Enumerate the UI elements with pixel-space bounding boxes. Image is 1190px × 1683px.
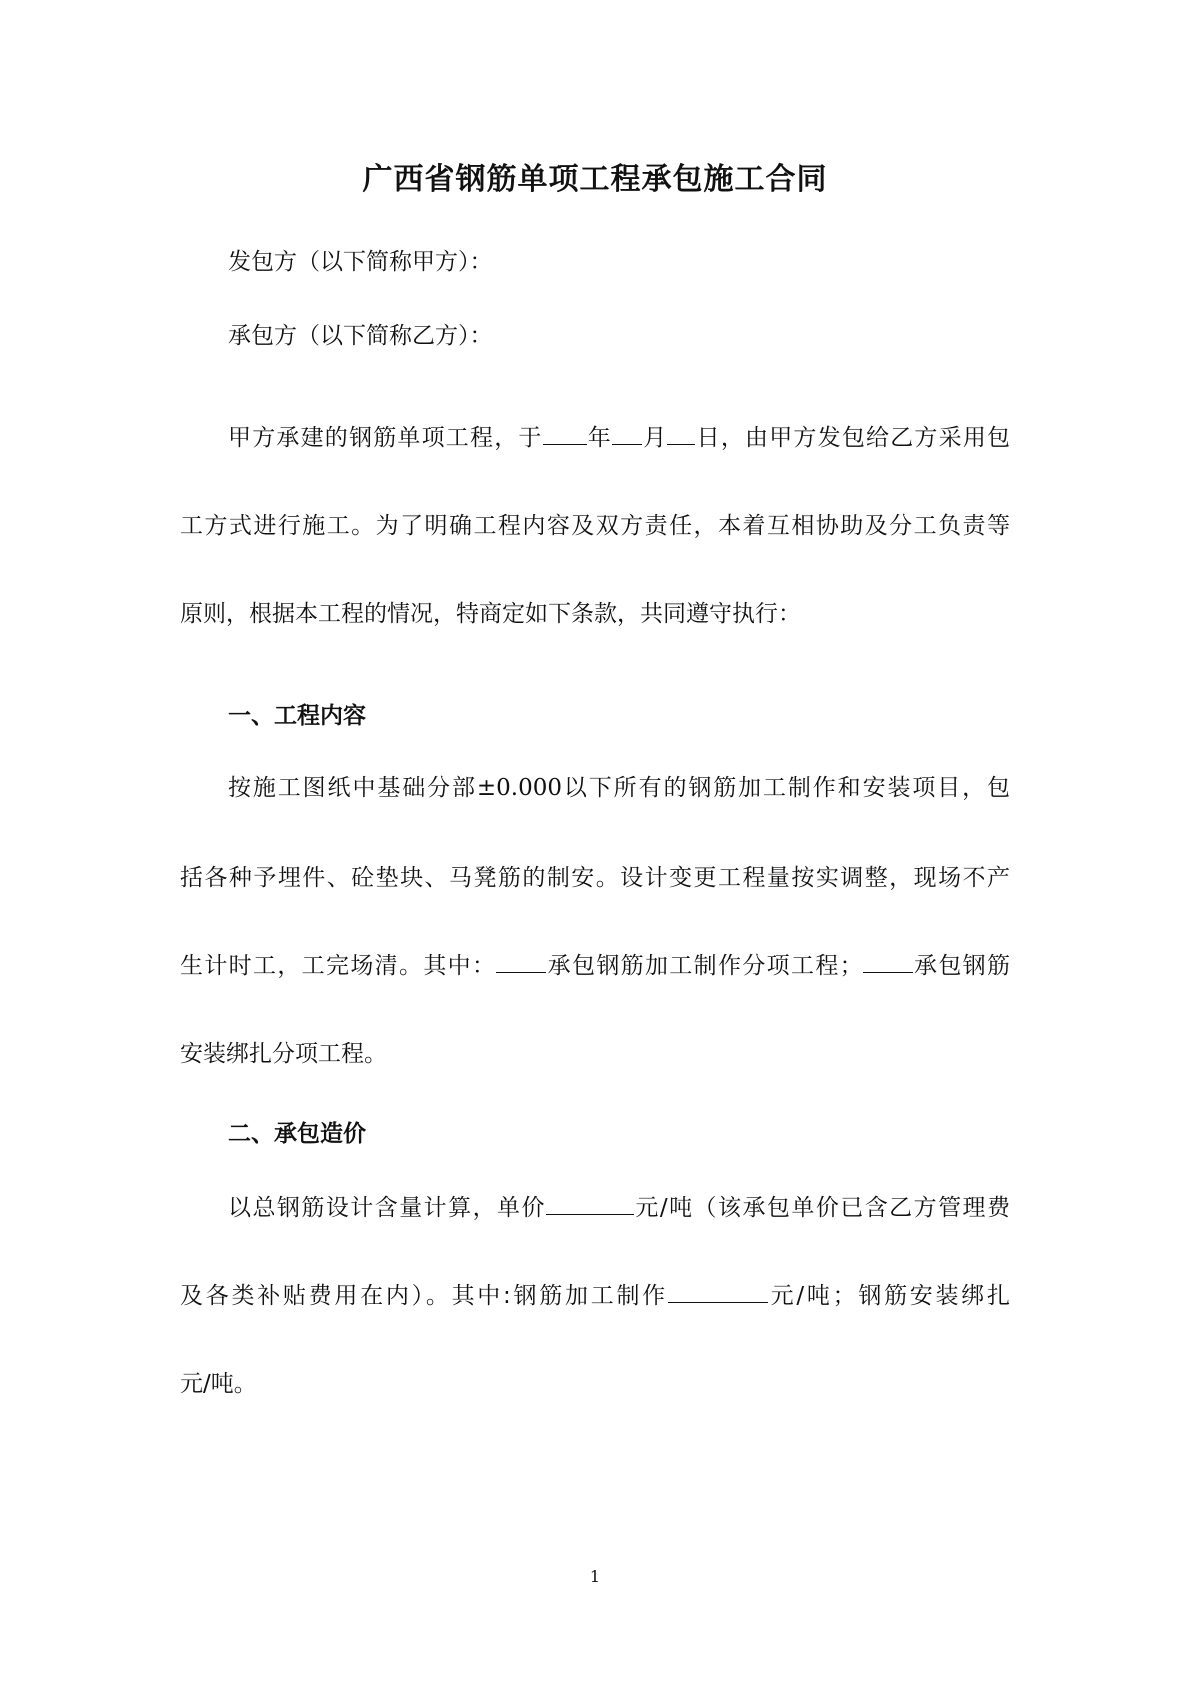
intro-line-2: 工方式进行施工。为了明确工程内容及双方责任，本着互相协助及分工负责等 xyxy=(180,513,1010,539)
section-1-text-c: 生计时工，工完场清。其中： xyxy=(180,953,497,979)
party-b-label: 承包方（以下简称乙方）： xyxy=(228,323,493,349)
intro-line-3: 原则，根据本工程的情况，特商定如下条款，共同遵守执行： xyxy=(180,601,801,627)
section-1-heading: 一、工程内容 xyxy=(228,703,366,729)
section-2-line-2 xyxy=(180,1278,1010,1314)
section-2-text-c: 及各类补贴费用在内）。其中:钢筋加工制作 xyxy=(180,1283,668,1309)
section-2-text-b: 元/吨（该承包单价已含乙方管理费 xyxy=(633,1195,1011,1221)
section-2-line-3: 元/吨。 xyxy=(180,1371,257,1397)
section-2-text-d: 元/吨；钢筋安装绑扎 xyxy=(767,1283,1011,1309)
section-1-line-3 xyxy=(180,948,1010,984)
fabrication-price-blank xyxy=(668,1278,768,1303)
section-1-line-2: 括各种予埋件、砼垫块、马凳筋的制安。设计变更工程量按实调整，现场不产 xyxy=(180,865,1010,891)
fabrication-party-blank xyxy=(496,948,546,973)
elevation-value: ±0.000 xyxy=(476,775,563,801)
intro-text-a: 甲方承建的钢筋单项工程，于 xyxy=(228,425,543,451)
section-2-text-a: 以总钢筋设计含量计算，单价 xyxy=(228,1195,546,1221)
section-1-text-d: 承包钢筋加工制作分项工程； xyxy=(546,953,863,979)
unit-price-blank xyxy=(546,1190,634,1215)
section-2-line-1 xyxy=(228,1190,1010,1226)
month-blank xyxy=(612,420,642,445)
party-a-label: 发包方（以下简称甲方）： xyxy=(228,249,493,275)
section-1-text-a: 按施工图纸中基础分部 xyxy=(228,775,477,801)
intro-month-label: 月 xyxy=(642,425,668,451)
page-number: 1 xyxy=(589,1567,601,1586)
intro-year-label: 年 xyxy=(586,425,613,451)
section-1-line-4: 安装绑扎分项工程。 xyxy=(180,1041,387,1067)
intro-text-d: 日，由甲方发包给乙方采用包 xyxy=(695,425,1011,451)
section-1-line-1 xyxy=(228,770,1010,806)
installation-party-blank xyxy=(863,948,913,973)
document-title: 广西省钢筋单项工程承包施工合同 xyxy=(362,162,828,197)
day-blank xyxy=(667,420,695,445)
section-1-text-e: 承包钢筋 xyxy=(912,953,1011,979)
year-blank xyxy=(543,420,587,445)
intro-line-1 xyxy=(228,420,1010,456)
section-2-heading: 二、承包造价 xyxy=(228,1121,366,1147)
section-1-text-b: 以下所有的钢筋加工制作和安装项目，包 xyxy=(562,775,1011,801)
